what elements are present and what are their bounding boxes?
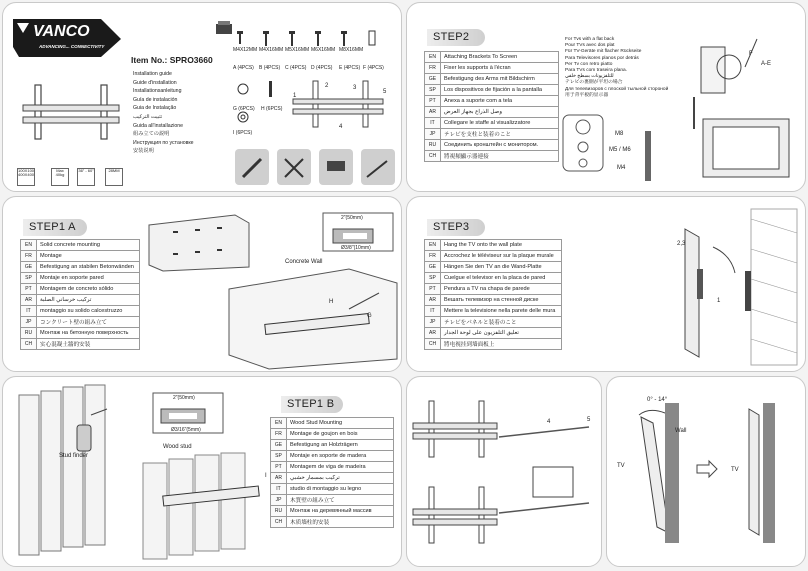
letter-a-e: A-E: [761, 61, 772, 67]
wall-label: Wall: [675, 428, 687, 434]
step2-title: STEP2: [427, 29, 485, 46]
washer-g-label: G (6PCS): [233, 106, 255, 112]
vesa-icon: 100X100 400X400: [17, 168, 35, 186]
guide-item: Installationsanleitung: [133, 88, 182, 95]
guide-item: Инструкция по установке: [133, 139, 194, 146]
guide-item: تثبيت التركيب: [133, 113, 163, 120]
table-row: JP コンクリート壁の組み立て: [21, 317, 140, 328]
table-row: AR وصل الذراع بجهاز العرض: [425, 107, 559, 118]
cover-panel: [2, 2, 402, 192]
table-row: RU Соединить кронштейн с монитором.: [425, 140, 559, 151]
brand-tagline: ADVANCING... CONNECTIVITY: [39, 44, 105, 49]
table-row: GE Befestigung des Arms mit Bildschirm: [425, 74, 559, 85]
washer-i-callout: I: [265, 473, 267, 479]
step2-panel: [406, 2, 806, 192]
table-row: EN Hang the TV onto the wall plate: [425, 240, 562, 251]
table-row: AR Вешать телевизор на стенной диске: [425, 295, 562, 306]
wood-stud-label: Wood stud: [163, 444, 192, 450]
guide-item: Installation guide: [133, 71, 172, 77]
table-row: JP テレビを支柱と装着のこと: [425, 129, 559, 140]
step1b-panel: [2, 376, 402, 567]
step1a-title: STEP1 A: [23, 219, 87, 236]
tilt-range-label: 0° - 14°: [647, 397, 668, 403]
guide-item: Guia de Instalação: [133, 105, 177, 112]
max-load-icon: Max 40kg: [51, 168, 69, 186]
wood-stud-illustration: [143, 453, 283, 561]
table-row: IT studio di montaggio su legno: [271, 484, 394, 495]
screw-b-label: B (4PCS): [259, 65, 281, 71]
screw-c-size: M5X16MM: [285, 47, 310, 53]
table-row: IT Mettere la televisione nella parete delle mura: [425, 306, 562, 317]
table-row: PT Montagem de viga de madeira: [271, 462, 394, 473]
screw-a-label: A (4PCS): [233, 65, 254, 71]
screw-e-label: E (4PCS): [339, 65, 361, 71]
table-row: IT montaggio su solido calcestruzzo: [21, 306, 140, 317]
drill-depth-label: 2"(50mm): [173, 395, 195, 401]
table-row: AR تركيب بمسمار خشبي: [271, 473, 394, 484]
callout-4: 4: [547, 419, 551, 425]
stud-finder-illustration: [19, 385, 109, 555]
table-row: CH 木质墙柱的安装: [271, 517, 394, 528]
table-row: CH 实心混凝土牆的安装: [21, 339, 140, 350]
stud-finder-label: Stud finder: [59, 453, 89, 459]
screw-c-label: C (4PCS): [285, 65, 307, 71]
table-row: SP Montaje en soporte pared: [21, 273, 140, 284]
anchor-h-callout: H: [329, 299, 334, 305]
table-row: SP Cuelgue el televisor en la placa de pared: [425, 273, 562, 284]
drill-diameter-label: Ø3/16"(5mm): [171, 427, 201, 433]
table-row: AR تركيب خرساني الصلبة: [21, 295, 140, 306]
callout-4: 4: [339, 124, 343, 130]
table-row: RU Монтаж на бетонную поверхность: [21, 328, 140, 339]
bolt-m4: M4: [617, 165, 626, 171]
table-row: CH 將电视挂到墙面板上: [425, 339, 562, 350]
guide-item: Guía de instalación: [133, 96, 178, 103]
assembled-plate-illustration: [293, 81, 393, 131]
step1b-title: STEP1 B: [281, 396, 343, 413]
concrete-wall-label: Concrete Wall: [285, 259, 323, 265]
callout-2: 2: [325, 83, 329, 89]
table-row: EN Wood Stud Mounting: [271, 418, 394, 429]
step5-panel: [606, 376, 806, 567]
concrete-wall-illustration: [229, 269, 399, 369]
drill-depth-label: 2"(50mm): [341, 215, 363, 221]
profile-depth-icon: 28MM: [105, 168, 123, 186]
tv-label-left: TV: [617, 463, 625, 469]
table-row: JP 木質壁の組み立て: [271, 495, 394, 506]
step4-panel: [406, 376, 602, 567]
wall-plate-illustration: [23, 83, 123, 143]
table-row: GE Befestigung an stabilen Betonwänden: [21, 262, 140, 273]
screw-b-size: M4X16MM: [259, 47, 284, 53]
callout-5: 5: [587, 417, 591, 423]
brand-name: VANCO: [33, 23, 90, 40]
wall-marking-illustration: [149, 215, 249, 271]
letter-f: F: [749, 51, 753, 57]
screen-size-icon: 36" - 60": [77, 168, 95, 186]
tilt-illustration: [613, 403, 803, 553]
callout-3: 3: [353, 85, 357, 91]
table-row: PT Anexa a suporte com a tela: [425, 96, 559, 107]
screw-icons: [231, 29, 381, 49]
table-row: CH 將視頻顯示器連接: [425, 151, 559, 162]
item-number: Item No.: SPRO3660: [131, 55, 213, 65]
spacer-f-label: F (4PCS): [363, 65, 384, 71]
step1b-language-table: [270, 417, 394, 528]
table-row: FR Fixer les supports à l'écran: [425, 63, 559, 74]
step3-panel: [406, 196, 806, 372]
table-row: RU Монтаж на деревянный массив: [271, 506, 394, 517]
table-row: SP Los dispositivos de fijación a la pantalla: [425, 85, 559, 96]
guide-list: [133, 70, 194, 156]
table-row: FR Montage de goujon en bois: [271, 429, 394, 440]
table-row: FR Accrochez le téléviseur sur la plaque murale: [425, 251, 562, 262]
table-row: AR تعليق التلفزيون على لوحة الجدار: [425, 328, 562, 339]
tv-back-illustration: [645, 27, 795, 187]
callout-5: 5: [383, 89, 387, 95]
step3-language-table: [424, 239, 562, 350]
table-row: EN Solid concrete mounting: [21, 240, 140, 251]
table-row: FR Montage: [21, 251, 140, 262]
safety-screw-illustration: [413, 401, 599, 551]
washer-g-callout: G: [367, 313, 372, 319]
washer-i-label: I (6PCS): [233, 130, 253, 136]
drill-diameter-label: Ø3/8"(10mm): [341, 245, 371, 251]
bolt-m8: M8: [615, 131, 624, 137]
step1a-language-table: [20, 239, 140, 350]
callout-2-3: 2,3: [677, 241, 686, 247]
table-row: SP Montaje en soporte de madera: [271, 451, 394, 462]
tool-icons: [235, 149, 395, 187]
guide-item: Guida all'installazione: [133, 122, 184, 129]
table-row: GE Hängen Sie den TV an die Wand-Platte: [425, 262, 562, 273]
step3-title: STEP3: [427, 219, 485, 236]
anchor-h-label: H (6PCS): [261, 106, 283, 112]
table-row: EN Attaching Brackets To Screen: [425, 52, 559, 63]
flat-back-notes: For Tvs with a flat back Pour TVs avec dos plat Für TV-Geräte mit flacher Rückseite Para Televisores planos por detrás Per Tv con retro piatto Para TVs com traseira plana. للتلفزيونات بسطح خلفي テレビの裏側が平坦の場合 Для телевизоров с плоской тыльной стороной 用于背平板的显示器: [565, 37, 669, 98]
screw-a-size: M4X12MM: [233, 47, 258, 53]
screw-d-size: M6X16MM: [311, 47, 336, 53]
bolt-m5-m6: M5 / M6: [609, 147, 631, 153]
step1a-panel: [2, 196, 402, 372]
callout-1: 1: [293, 93, 297, 99]
table-row: PT Pendura a TV na chapa de parede: [425, 284, 562, 295]
table-row: JP テレビをパネルと装着のこと: [425, 317, 562, 328]
hang-tv-illustration: [635, 209, 803, 369]
guide-item: 安装说明: [133, 148, 154, 155]
guide-item: Guide d'installation: [133, 79, 177, 86]
tv-label-right: TV: [731, 467, 739, 473]
guide-item: 組み立ての説明: [133, 131, 170, 138]
table-row: IT Collegare le staffe al visualizzatore: [425, 118, 559, 129]
table-row: PT Montagem de concreto sólido: [21, 284, 140, 295]
screw-d-label: D (4PCS): [311, 65, 333, 71]
table-row: GE Befestigung an Holzträgern: [271, 440, 394, 451]
step2-language-table: [424, 51, 559, 162]
callout-1: 1: [717, 298, 721, 304]
screw-e-size: M8X16MM: [339, 47, 364, 53]
